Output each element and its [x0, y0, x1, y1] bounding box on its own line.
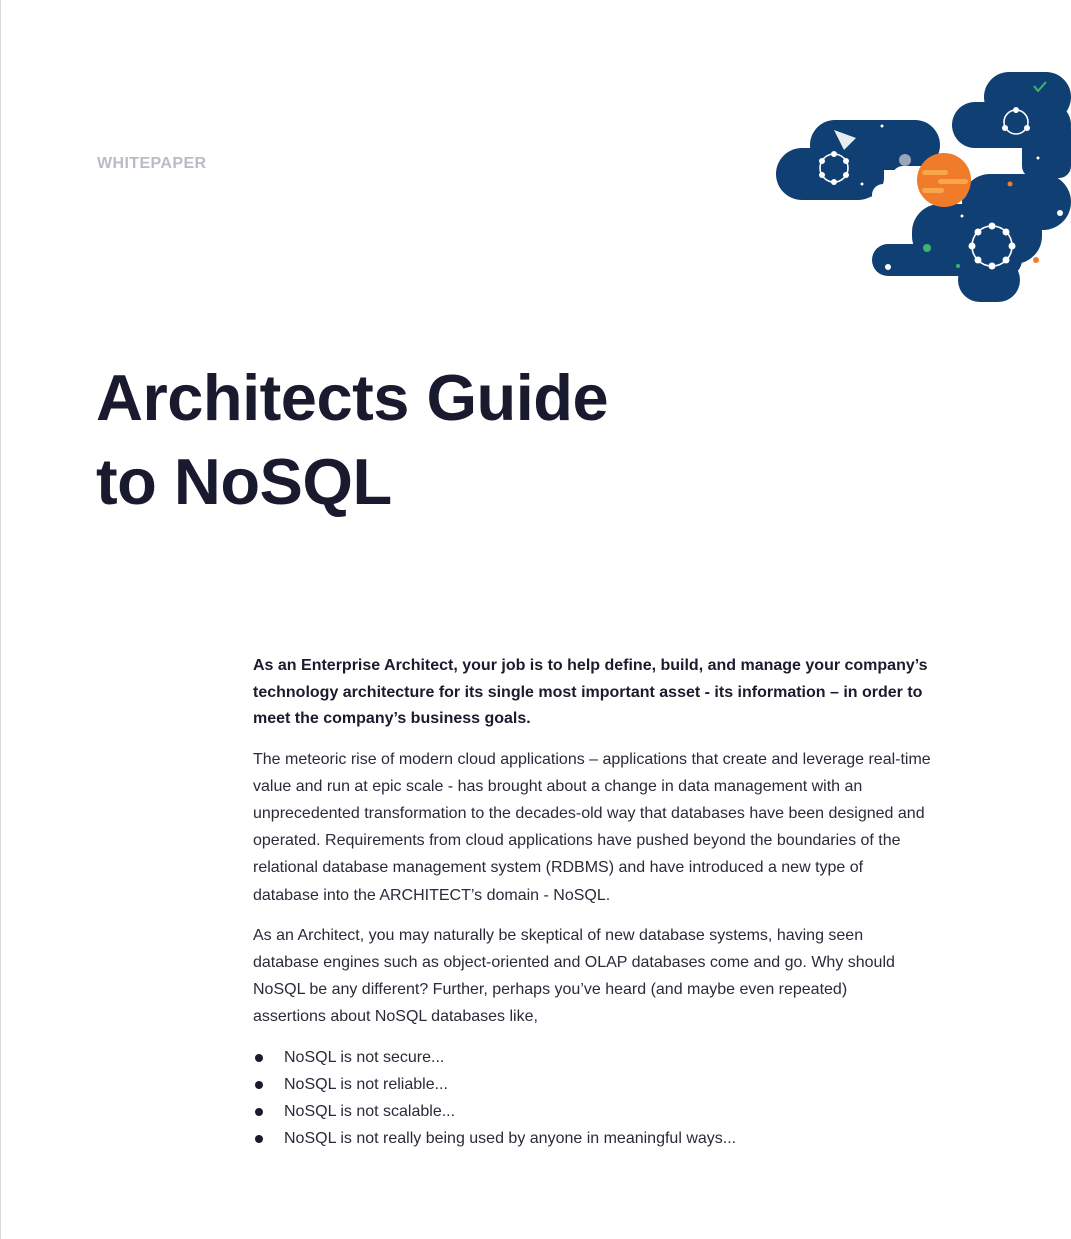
- body-paragraph-1: The meteoric rise of modern cloud applications – applications that create and leverage real-time value and run at epic scale - has brought about a change in data management with an unprecedented transformation to the decades-old way that databases have been designed and operated. Requirements from cloud applications have pushed beyond the boundaries of the relational database management system (RDBMS) and have introduced a new type of database into the ARCHITECT’s domain - NoSQL.: [253, 750, 931, 904]
- bullet-icon: [255, 1054, 263, 1062]
- list-item: [253, 1071, 953, 1098]
- document-type-label: WHITEPAPER: [97, 155, 207, 172]
- list-item-text: NoSQL is not secure...: [284, 1048, 445, 1066]
- list-item-text: NoSQL is not really being used by anyone in meaningful ways...: [284, 1129, 737, 1147]
- title-line-2: to NoSQL: [96, 445, 392, 518]
- space-illustration: [772, 66, 1071, 306]
- document-title: [96, 356, 608, 524]
- list-item: [253, 1125, 953, 1152]
- lead-paragraph: As an Enterprise Architect, your job is to help define, build, and manage your company’s technology architecture for its single most important asset - its information – in order to meet the company’s business goals.: [253, 657, 928, 727]
- body-content: [253, 653, 953, 1152]
- bullet-icon: [255, 1081, 263, 1089]
- title-line-1: Architects Guide: [96, 361, 609, 434]
- assertion-list: [253, 1044, 953, 1152]
- list-item: [253, 1044, 953, 1071]
- body-paragraph-2: As an Architect, you may naturally be skeptical of new database systems, having seen database engines such as object-oriented and OLAP databases come and go. Why should NoSQL be any different? Further, perhaps you’ve heard (and maybe even repeated) assertions about NoSQL databases like,: [253, 926, 895, 1026]
- list-item-text: NoSQL is not scalable...: [284, 1102, 456, 1120]
- small-planet: [912, 128, 932, 148]
- bullet-icon: [255, 1135, 263, 1143]
- list-item: [253, 1098, 953, 1125]
- list-item-text: NoSQL is not reliable...: [284, 1075, 448, 1093]
- page-edge: [0, 0, 1, 1239]
- bullet-icon: [255, 1108, 263, 1116]
